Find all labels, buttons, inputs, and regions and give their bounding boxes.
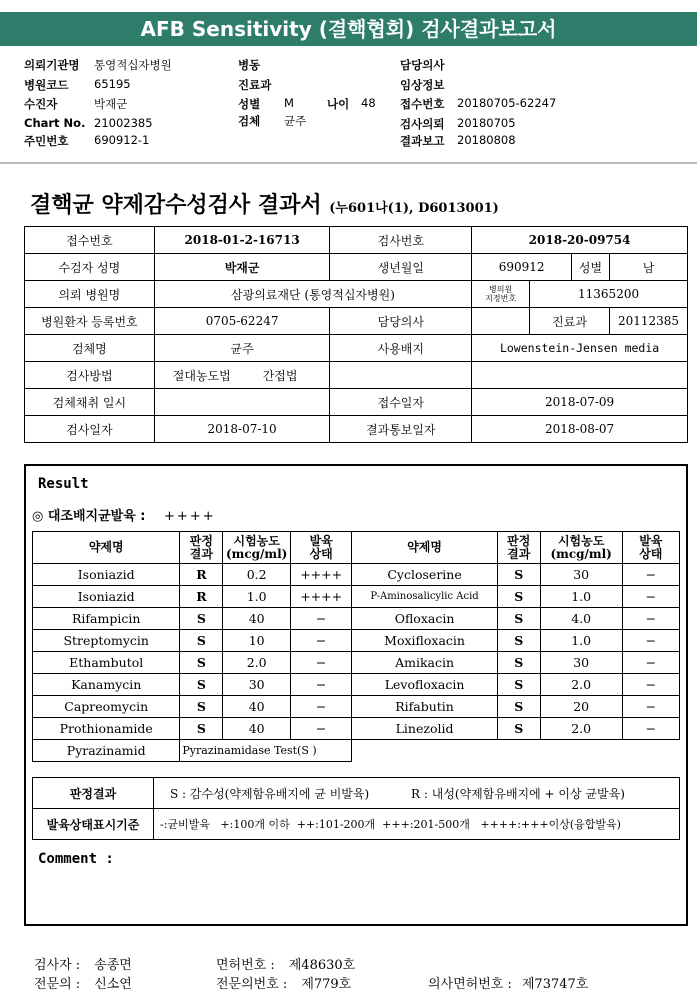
patient-label: 수검자 성명 [25,254,155,281]
report-heading [30,188,499,219]
notify-date: 2018-08-07 [472,416,688,443]
hospital-no-label: 병의원 지정번호 [472,281,530,308]
col-growth: 발육 상태 [622,532,679,564]
test-date-label: 검사일자 [25,416,155,443]
drug-conc: 2.0 [223,652,291,674]
drug-drug: Streptomycin [33,630,180,652]
drug-drug: Rifabutin [352,696,497,718]
drug-conc: 4.0 [540,608,622,630]
drug-drug: P-Aminosalicylic Acid [352,586,497,608]
recv-date: 2018-07-09 [472,389,688,416]
drug-row [33,630,680,652]
form-number: (누601나(1), D6013001) [329,201,499,216]
specimen-label: 검체명 [25,335,155,362]
dept: 20112385 [609,308,687,335]
header-field: 결과보고 20180808 [400,133,516,148]
collect [154,389,330,416]
drug-row [33,586,680,608]
header-divider [0,162,697,164]
comment-label: Comment : [38,851,114,867]
reg-no-label: 병원환자 등록번호 [25,308,155,335]
drug-conc: 20 [540,696,622,718]
drug-judge: S [180,718,223,740]
drug-judge: S [180,608,223,630]
drug-conc: 1.0 [540,630,622,652]
drug-growth: ++++ [290,586,351,608]
dept-label: 진료과 [530,308,610,335]
drug-growth: − [622,718,679,740]
col-judge: 판정 결과 [180,532,223,564]
drug-growth: − [622,608,679,630]
hospital-no: 11365200 [530,281,688,308]
test-no-label: 검사번호 [330,227,472,254]
col-drug: 약제명 [33,532,180,564]
drug-growth: − [622,696,679,718]
drug-judge: S [497,696,540,718]
drug-judge: S [497,674,540,696]
drug-judge: S [180,652,223,674]
collect-label: 검체채취 일시 [25,389,155,416]
drug-conc: 30 [540,564,622,586]
drug-conc: 30 [223,674,291,696]
drug-row [33,652,680,674]
drug-judge: S [497,718,540,740]
footer-doctor-license: 의사면허번호 : 제73747호 [428,977,589,992]
header-field: 병동 [238,58,261,72]
header-field: Chart No. 21002385 [24,116,153,130]
drug-conc: 30 [540,652,622,674]
drug-judge: S [497,630,540,652]
drug-drug: Ofloxacin [352,608,497,630]
drug-drug: Linezolid [352,718,497,740]
medium: Lowenstein-Jensen media [472,335,688,362]
patient-name: 박재군 [154,254,330,281]
drug-row [33,696,680,718]
control-growth-value: ++++ [164,509,216,524]
col-growth: 발육 상태 [290,532,351,564]
col-conc: 시험농도 (mcg/ml) [540,532,622,564]
drug-drug: Prothionamide [33,718,180,740]
patient-info-table [24,226,688,443]
drug-drug: Cycloserine [352,564,497,586]
drug-judge: S [180,630,223,652]
footer-license: 면허번호 : 제48630호 [216,958,356,973]
drug-conc: 2.0 [540,674,622,696]
judge-legend-label: 판정결과 [33,778,154,809]
specimen: 균주 [154,335,330,362]
drug-drug: Rifampicin [33,608,180,630]
report-heading-text: 결핵균 약제감수성검사 결과서 [30,192,322,218]
drug-growth: − [290,630,351,652]
drug-conc: 10 [223,630,291,652]
drug-judge: R [180,586,223,608]
drug-drug: Amikacin [352,652,497,674]
sex-label: 성별 [572,254,610,281]
header-field: 검사의뢰 20180705 [400,116,516,131]
drug-drug: Isoniazid [33,564,180,586]
drug-judge: S [497,586,540,608]
footer-specialist: 전문의 : 신소연 [34,977,132,992]
growth-legend: -:균비발육 +:100개 이하 ++:101-200개 +++:201-500개 ++++:+++이상(융합발육) [154,809,680,840]
result-title: Result [38,476,89,492]
drug-row [33,608,680,630]
col-judge: 판정 결과 [497,532,540,564]
method-label: 검사방법 [25,362,155,389]
drug-conc: 40 [223,718,291,740]
control-growth [32,505,216,524]
drug-judge: S [497,608,540,630]
drug-drug: Levofloxacin [352,674,497,696]
doctor [472,308,530,335]
control-growth-label: ◎ 대조배지균발육 : [32,509,146,524]
drug-growth: − [290,718,351,740]
drug-growth: − [622,586,679,608]
method: 절대농도법 간접법 [154,362,330,389]
pza-result: Pyrazinamidase Test(S ) [180,740,352,762]
header-field: 의뢰기관명 통영적십자병원 [24,58,172,72]
header-field: 병원코드 65195 [24,77,131,92]
drug-conc: 40 [223,696,291,718]
hospital-label: 의뢰 병원명 [25,281,155,308]
drug-judge: S [497,652,540,674]
report-title-bar: AFB Sensitivity (결핵협회) 검사결과보고서 [0,12,697,46]
footer-tester: 검사자 : 송종면 [34,958,132,973]
hospital-name: 삼광의료재단 (통영적십자병원) [154,281,471,308]
drug-growth: − [622,674,679,696]
drug-growth: − [290,608,351,630]
receipt-no-label: 접수번호 [25,227,155,254]
drug-growth: − [290,674,351,696]
drug-row [33,564,680,586]
drug-judge: R [180,564,223,586]
header-field: 나이 48 [327,96,376,111]
recv-label: 접수일자 [330,389,472,416]
medium-label: 사용배지 [330,335,472,362]
receipt-no: 2018-01-2-16713 [154,227,330,254]
header-field: 주민번호 690912-1 [24,133,150,148]
header-field: 진료과 [238,78,272,92]
header-field: 성별 M [238,96,294,111]
drug-row [33,674,680,696]
pza-drug: Pyrazinamid [33,740,180,762]
drug-growth: − [622,564,679,586]
drug-conc: 0.2 [223,564,291,586]
header-field: 담당의사 [400,58,445,72]
footer-specialist-no: 전문의번호 : 제779호 [216,977,352,992]
drug-row [33,718,680,740]
sex: 남 [609,254,687,281]
col-conc: 시험농도 (mcg/ml) [223,532,291,564]
test-date: 2018-07-10 [154,416,330,443]
drug-judge: S [180,696,223,718]
doctor-label: 담당의사 [330,308,472,335]
drug-growth: − [622,652,679,674]
col-drug: 약제명 [352,532,497,564]
dob-label: 생년월일 [330,254,472,281]
test-no: 2018-20-09754 [472,227,688,254]
drug-growth: − [290,652,351,674]
drug-drug: Isoniazid [33,586,180,608]
drug-conc: 1.0 [540,586,622,608]
drug-conc: 2.0 [540,718,622,740]
drug-table [32,531,680,762]
header-field: 검체 균주 [238,114,307,128]
drug-drug: Moxifloxacin [352,630,497,652]
drug-conc: 1.0 [223,586,291,608]
dob: 690912 [472,254,572,281]
drug-conc: 40 [223,608,291,630]
notify-label: 결과통보일자 [330,416,472,443]
drug-growth: − [290,696,351,718]
growth-legend-label: 발육상태표시기준 [33,809,154,840]
reg-no: 0705-62247 [154,308,330,335]
drug-drug: Capreomycin [33,696,180,718]
drug-drug: Ethambutol [33,652,180,674]
header-field: 수진자 박재군 [24,97,128,111]
drug-growth: − [622,630,679,652]
header-field: 임상정보 [400,78,445,92]
drug-drug: Kanamycin [33,674,180,696]
drug-growth: ++++ [290,564,351,586]
drug-judge: S [180,674,223,696]
drug-judge: S [497,564,540,586]
judge-legend: S : 감수성(약제함유배지에 균 비발육) R : 내성(약제함유배지에 + 이상 균발육) [154,778,680,809]
header-field: 접수번호 20180705-62247 [400,96,557,111]
legend-table [32,777,680,840]
